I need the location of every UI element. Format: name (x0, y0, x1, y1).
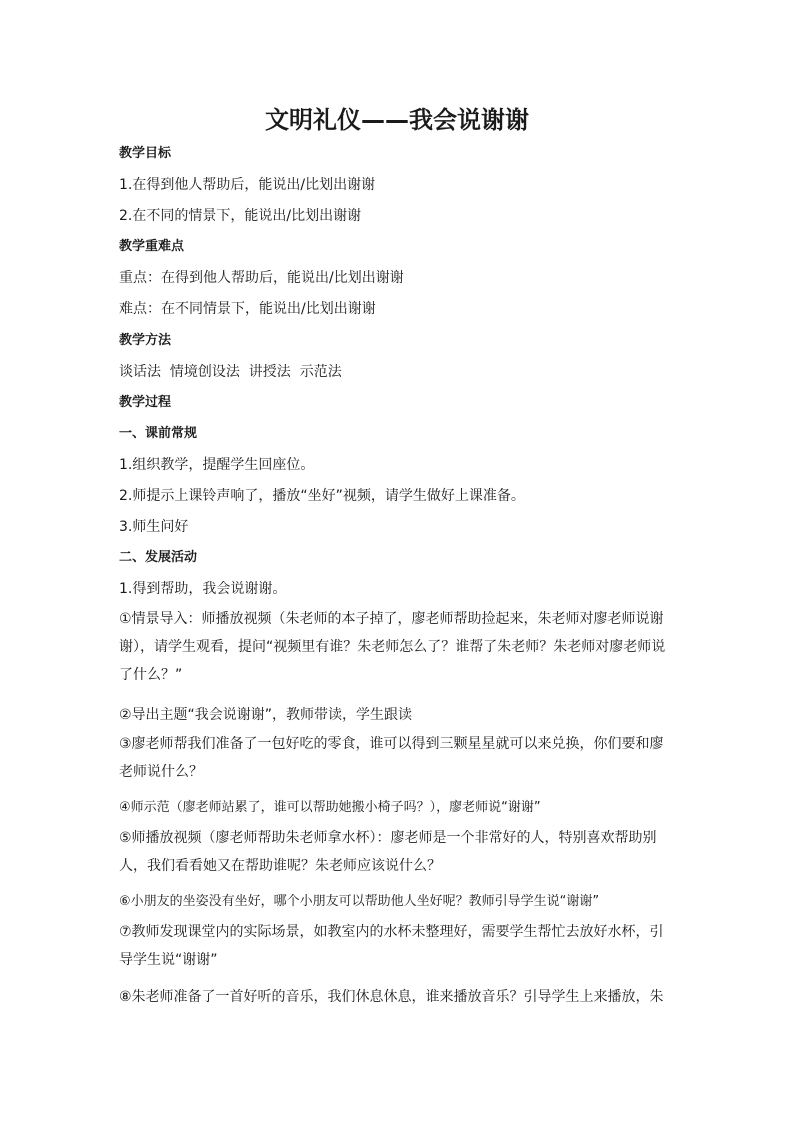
step-7-paragraph (119, 918, 679, 974)
goal-item-1: 1.在得到他人帮助后，能说出/比划出谢谢 (119, 177, 376, 193)
step-3-line: ③廖老师帮我们准备了一包好吃的零食，谁可以得到三颗星星就可以来兑换，你们要和廖 (119, 736, 664, 752)
step-6: ⑥小朋友的坐姿没有坐好，哪个小朋友可以帮助他人坐好呢？教师引导学生说“谢谢” (119, 894, 600, 909)
step-4: ④师示范（廖老师站累了，谁可以帮助她搬小椅子吗？），廖老师说“谢谢” (119, 800, 541, 815)
step-2: ②导出主题“我会说谢谢”，教师带读，学生跟读 (119, 707, 413, 723)
step-8: ⑧朱老师准备了一首好听的音乐，我们休息休息，谁来播放音乐？引导学生上来播放，朱 (119, 989, 664, 1005)
step-5-line: 人，我们看看她又在帮助谁呢？朱老师应该说什么？ (119, 858, 441, 874)
goals-heading: 教学目标 (119, 146, 172, 161)
method-heading: 教学方法 (119, 333, 172, 348)
difficult-point: 难点：在不同情景下，能说出/比划出谢谢 (119, 301, 376, 317)
step-1-line: 了什么？” (119, 667, 183, 683)
step-7-line: 导学生说“谢谢” (119, 952, 218, 968)
step-1-line: ①情景导入：师播放视频（朱老师的本子掉了，廖老师帮助捡起来，朱老师对廖老师说谢 (119, 611, 664, 627)
key-point: 重点：在得到他人帮助后，能说出/比划出谢谢 (119, 270, 404, 286)
step-1-paragraph (119, 605, 679, 689)
part1-item-2: 2.师提示上课铃声响了，播放“坐好”视频，请学生做好上课准备。 (119, 488, 525, 504)
step-5-paragraph (119, 824, 679, 880)
goal-item-2: 2.在不同的情景下，能说出/比划出谢谢 (119, 208, 362, 224)
part2-item-1: 1.得到帮助，我会说谢谢。 (119, 581, 287, 597)
step-5-line: ⑤师播放视频（廖老师帮助朱老师拿水杯）：廖老师是一个非常好的人，特别喜欢帮助别 (119, 830, 657, 846)
part2-heading: 二、发展活动 (119, 550, 198, 565)
method-list: 谈话法 情境创设法 讲授法 示范法 (119, 364, 342, 380)
part1-item-3: 3.师生问好 (119, 519, 189, 535)
document-title: 文明礼仪——我会说谢谢 (265, 106, 529, 134)
step-7-line: ⑦教师发现课堂内的实际场景，如教室内的水杯未整理好，需要学生帮忙去放好水杯，引 (119, 924, 664, 940)
process-heading: 教学过程 (119, 395, 172, 410)
step-3-line: 老师说什么？ (119, 764, 203, 780)
key-points-heading: 教学重难点 (119, 239, 185, 254)
part1-item-1: 1.组织教学，提醒学生回座位。 (119, 457, 315, 473)
step-1-line: 谢），请学生观看，提问“视频里有谁？朱老师怎么了？谁帮了朱老师？朱老师对廖老师说 (119, 639, 666, 655)
part1-heading: 一、课前常规 (119, 426, 198, 441)
step-3-paragraph (119, 730, 679, 786)
